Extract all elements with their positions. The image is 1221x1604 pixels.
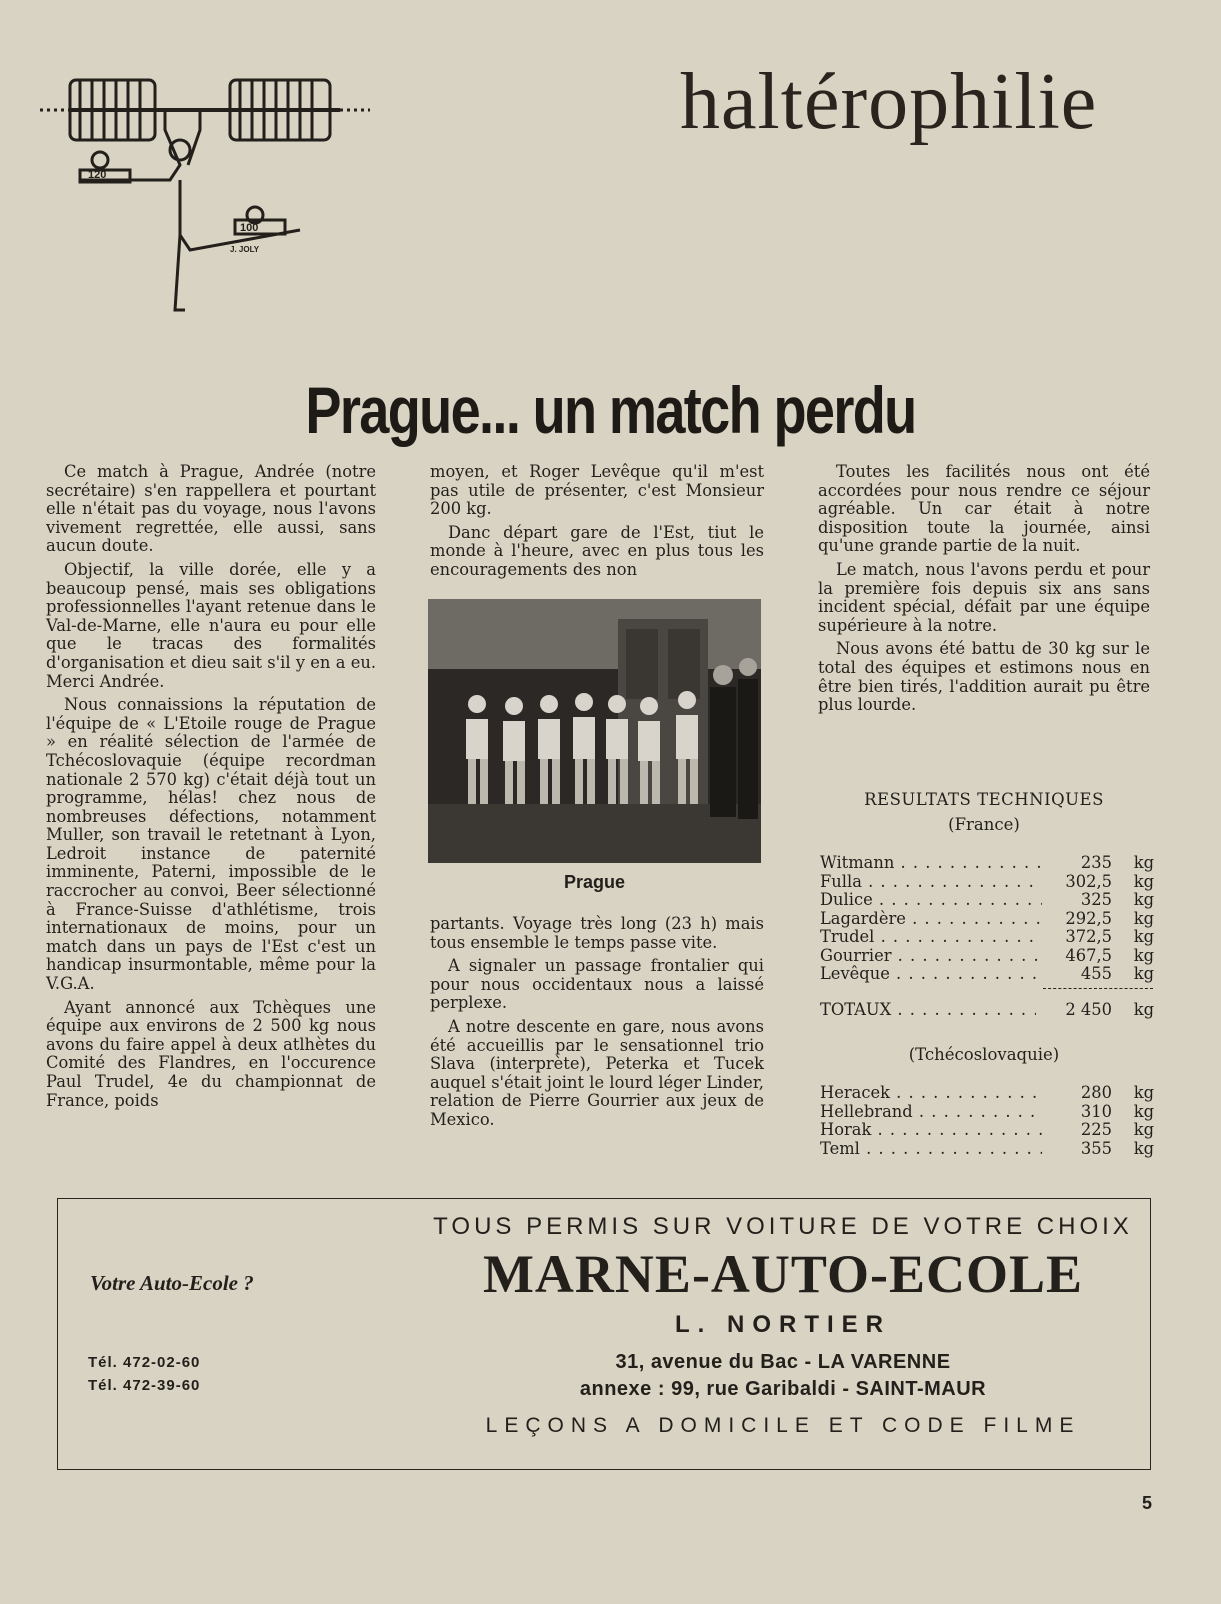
weightlifter-cartoon-icon <box>40 70 380 330</box>
paragraph: Le match, nous l'avons perdu et pour la première fois depuis six ans sans incident spécial, défait par une équipe supérieure à la notre. <box>818 559 1150 635</box>
article-column-1 <box>46 463 376 1115</box>
advertisement-box <box>57 1198 1151 1470</box>
results-row: Heracek . . . 280 kg <box>820 1084 1154 1103</box>
photo-caption: Prague <box>563 872 626 892</box>
paragraph: A notre descente en gare, nous avons été accueillis par le sensationnel trio Slava (interprète), Peterka et Tucek auquel s'était joint le lourd léger Linder, relation de Pierre Gourrier aux jeux de Mexico. <box>430 1016 764 1129</box>
results-row: Trudel . . . 372,5 kg <box>820 928 1154 947</box>
paragraph: Ayant annoncé aux Tchèques une équipe aux environs de 2 500 kg nous avons du faire appel à deux atlhètes du Comité des Flandres, en l'occurence Paul Trudel, 4e du championnat de France, poids <box>46 997 376 1110</box>
ad-brand: MARNE-AUTO-ECOLE <box>482 1244 1084 1304</box>
section-title: haltérophilie <box>680 58 1098 146</box>
article-column-2-bottom <box>430 915 764 1135</box>
paragraph: Nous connaissions la réputation de l'équipe de « L'Etoile rouge de Prague » en réalité sélection de l'armée de Tchécoslovaquie (équipe recordman nationale 2 570 kg) c'était déjà tout un programme, hélas! chez nous de nombreuses défections, notamment Muller, son travail le retetnant à Lyon, Ledroit instance de paternité imminente, Paterni, impossible de le raccrocher au convoi, Beer sélectionné à France-Suisse d'athlétisme, trois internationaux de moins, pour un match dans un pays de l'Est c'est un handicap insurmontable, même pour la V.G.A. <box>46 695 376 994</box>
results-france-table <box>820 854 1154 984</box>
total-unit: kg <box>1133 1000 1154 1019</box>
paragraph: Nous avons été battu de 30 kg sur le total des équipes et estimons nous en être bien tirés, l'addition aurait pu être plus lourde. <box>818 639 1150 715</box>
team-photo <box>428 599 761 863</box>
paragraph: moyen, et Roger Levêque qu'il m'est pas utile de présenter, c'est Monsieur 200 kg. <box>430 462 764 519</box>
results-row: Levêque . . . 455 kg <box>820 965 1154 984</box>
total-value: 2 450 <box>1036 1000 1112 1019</box>
results-row: Hellebrand . . . 310 kg <box>820 1103 1154 1122</box>
results-row: Dulice . . . 325 kg <box>820 891 1154 910</box>
paragraph: partants. Voyage très long (23 h) mais tous ensemble le temps passe vite. <box>430 914 764 952</box>
paragraph: Ce match à Prague, Andrée (notre secrétaire) s'en rappellera et pourtant elle n'était pas du voyage, nous l'avons vivement regrettée, elle aussi, sans aucun doute. <box>46 462 376 556</box>
results-row: Teml . . . 355 kg <box>820 1140 1154 1159</box>
paragraph: Danc départ gare de l'Est, tiut le monde à l'heure, avec en plus tous les encouragements des non <box>430 522 764 579</box>
logo-signature: J. JOLY <box>230 245 260 254</box>
article-headline: Prague... un match perdu <box>305 373 916 447</box>
results-total-row <box>820 1000 1154 1019</box>
total-divider <box>1043 988 1153 989</box>
results-row: Fulla . . . 302,5 kg <box>820 873 1154 892</box>
paragraph: Toutes les facilités nous ont été accordées pour nous rendre ce séjour agréable. Un car était à notre disposition toute la journée, ainsi qu'une grande partie de la nuit. <box>818 462 1150 556</box>
results-czech-table <box>820 1084 1154 1158</box>
ad-owner: L. NORTIER <box>675 1311 891 1338</box>
ad-permis: TOUS PERMIS SUR VOITURE DE VOTRE CHOIX <box>433 1213 1133 1240</box>
results-row: Gourrier . . . 467,5 kg <box>820 947 1154 966</box>
results-czech-label: (Tchécoslovaquie) <box>908 1045 1060 1064</box>
logo-plate-1: 120 <box>88 169 107 181</box>
article-column-2-top <box>430 463 764 585</box>
results-title: RESULTATS TECHNIQUES <box>864 790 1104 809</box>
ad-phone-1: Tél. 472-02-60 <box>88 1354 201 1371</box>
ad-lecons: LEÇONS A DOMICILE ET CODE FILME <box>485 1414 1081 1437</box>
total-label: TOTAUX . . . <box>820 1000 1036 1019</box>
ad-address: 31, avenue du Bac - LA VARENNE <box>615 1351 951 1373</box>
ad-question: Votre Auto-Ecole ? <box>90 1271 254 1295</box>
article-column-3 <box>818 463 1150 720</box>
paragraph: Objectif, la ville dorée, elle y a beaucoup pensé, mais ses obligations professionnelles l'ayant retenue dans le Val-de-Marne, elle n'aura eu pour elle que le tracas des formalités d'organisation et dieu sait s'il y en a eu. Merci Andrée. <box>46 559 376 691</box>
results-row: Horak . . . 225 kg <box>820 1121 1154 1140</box>
paragraph: A signaler un passage frontalier qui pour nous occidentaux nous a laissé perplexe. <box>430 956 764 1013</box>
results-row: Lagardère . . . 292,5 kg <box>820 910 1154 929</box>
results-france-label: (France) <box>948 815 1020 834</box>
logo-plate-2: 100 <box>240 222 259 234</box>
results-row: Witmann . . . 235 kg <box>820 854 1154 873</box>
page-number: 5 <box>1142 1493 1153 1513</box>
ad-phone-2: Tél. 472-39-60 <box>88 1377 201 1394</box>
ad-annex: annexe : 99, rue Garibaldi - SAINT-MAUR <box>579 1378 987 1400</box>
